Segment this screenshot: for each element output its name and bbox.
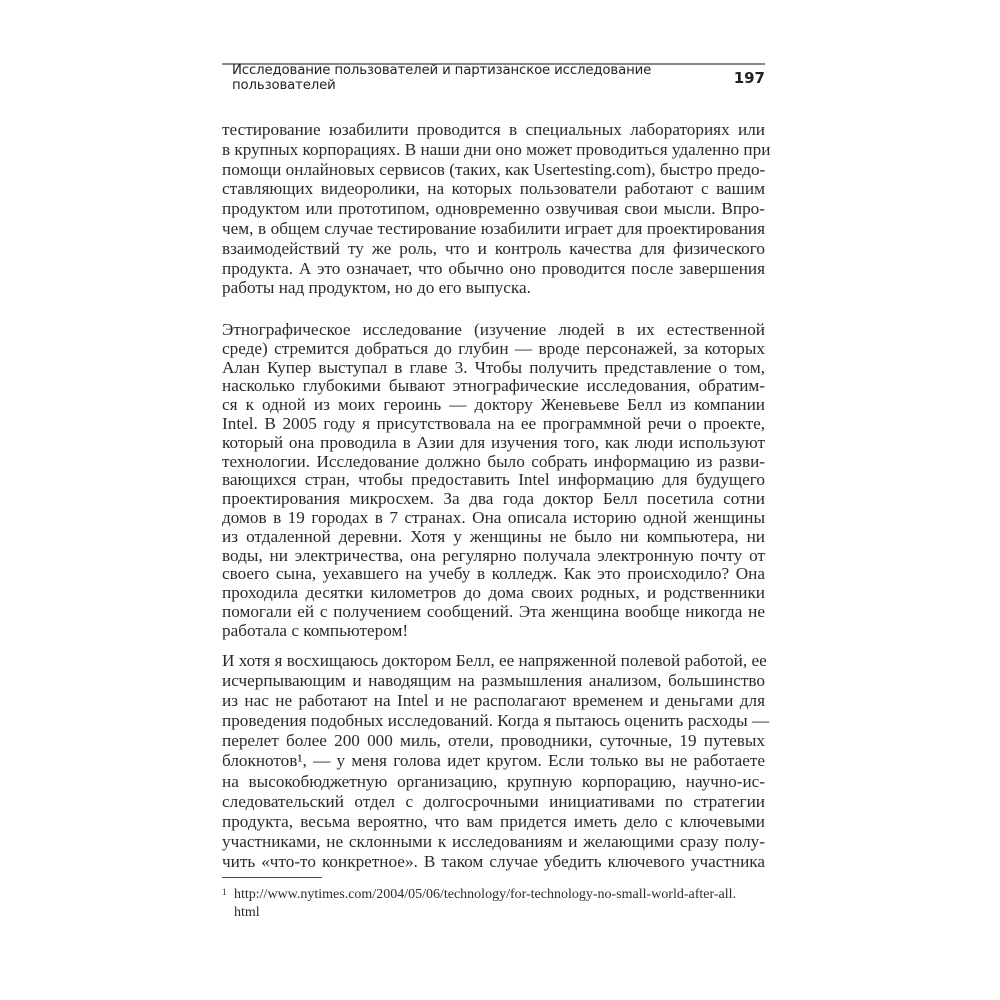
running-title: Исследование пользователей и партизанское исследование пользователей bbox=[232, 63, 652, 93]
text-line: следовательский отдел с долгосрочными инициативами по стратегии bbox=[222, 791, 765, 811]
text-line: тестирование юзабилити проводится в специальных лабораториях или bbox=[222, 120, 765, 139]
footnote-link[interactable]: http://www.nytimes.com/2004/05/06/technology/for-technology-no-small-world-after-all. html bbox=[234, 887, 737, 920]
text-line: взаимодействий ту же роль, что и контроль качества для физического bbox=[222, 238, 765, 258]
footnote-rule bbox=[222, 877, 322, 878]
text-line: чем, в общем случае тестирование юзабилити играет для проектирования bbox=[222, 218, 765, 238]
paragraph-1 bbox=[222, 120, 771, 298]
text-line: продуктом или прототипом, одновременно озвучивая свои мысли. Впро- bbox=[222, 199, 765, 219]
text-line: Intel. В 2005 году я присутствовала на ее программной речи о проекте, bbox=[222, 413, 765, 433]
text-line: ся к одной из моих героинь — доктору Женевьеве Белл из компании bbox=[222, 395, 765, 415]
footnote-mark: 1 bbox=[222, 887, 227, 897]
text-line: технологии. Исследование должно было собрать информацию из разви- bbox=[222, 451, 765, 471]
text-line: проведения подобных исследований. Когда я пытаюсь оценить расходы — bbox=[222, 711, 770, 731]
text-line: вающихся стран, чтобы предоставить Intel информацию для будущего bbox=[222, 470, 765, 490]
text-line: продукта, весьма вероятно, что вам придется иметь дело с ключевыми bbox=[222, 811, 765, 831]
page-number: 197 bbox=[733, 69, 765, 87]
text-line: из отдаленной деревни. Хотя у женщины не было ни компьютера, ни bbox=[222, 526, 765, 546]
text-line: продукта. А это означает, что обычно оно проводится после завершения bbox=[222, 258, 765, 278]
text-line: на высокобюджетную организацию, крупную корпорацию, научно-ис- bbox=[222, 771, 765, 791]
text-line: блокнотов¹, — у меня голова идет кругом. Если только вы не работаете bbox=[222, 751, 765, 771]
paragraph-2 bbox=[222, 321, 765, 641]
text-line: ставляющих видеоролики, на которых пользователи работают с вашим bbox=[222, 179, 765, 199]
text-line: И хотя я восхищаюсь доктором Белл, ее напряженной полевой работой, ее bbox=[222, 651, 767, 670]
text-line: насколько глубокими бывают этнографические исследования, обратим- bbox=[222, 376, 765, 396]
text-line: проходила десятки километров до дома своих родных, и родственники bbox=[222, 583, 765, 603]
text-line: работы над продуктом, но до его выпуска. bbox=[222, 278, 531, 298]
text-line: проектирования микросхем. За два года доктор Белл посетила сотни bbox=[222, 489, 765, 509]
text-line: помощи онлайновых сервисов (таких, как Usertesting.com), быстро предо- bbox=[222, 159, 766, 179]
text-line: перелет более 200 000 миль, отели, проводники, суточные, 19 путевых bbox=[222, 731, 765, 751]
text-line: который она проводила в Азии для изучения того, как люди используют bbox=[222, 432, 765, 452]
text-line: чить «что-то конкретное». В таком случае убедить ключевого участника bbox=[222, 851, 765, 871]
text-line: Этнографическое исследование (изучение людей в их естественной bbox=[222, 320, 765, 339]
paragraph-3 bbox=[222, 651, 770, 872]
text-line: участниками, не склонными к исследованиям и желающими сразу полу- bbox=[222, 831, 765, 851]
text-line: домов в 19 городах в 7 странах. Она описала историю одной женщины bbox=[222, 507, 765, 527]
text-line: работала с компьютером! bbox=[222, 620, 409, 640]
text-line: Алан Купер выступал в главе 3. Чтобы получить представление о том, bbox=[222, 357, 765, 377]
text-line: воды, ни электричества, она регулярно получала электронную почту от bbox=[222, 545, 765, 565]
text-line: исчерпывающим и наводящим на размышления анализом, большинство bbox=[222, 671, 765, 691]
text-line: в крупных корпорациях. В наши дни оно может проводиться удаленно при bbox=[222, 139, 771, 159]
running-header bbox=[222, 63, 765, 93]
text-line: среде) стремится добраться до глубин — вроде персонажей, за которых bbox=[222, 338, 765, 358]
text-line: из нас не работают на Intel и не располагают временем и деньгами для bbox=[222, 691, 765, 711]
text-line: своего сына, уехавшего на учебу в колледж. Как это происходило? Она bbox=[222, 564, 765, 584]
footnote bbox=[222, 886, 765, 922]
text-line: помогали ей с получением сообщений. Эта женщина вообще никогда не bbox=[222, 601, 765, 621]
